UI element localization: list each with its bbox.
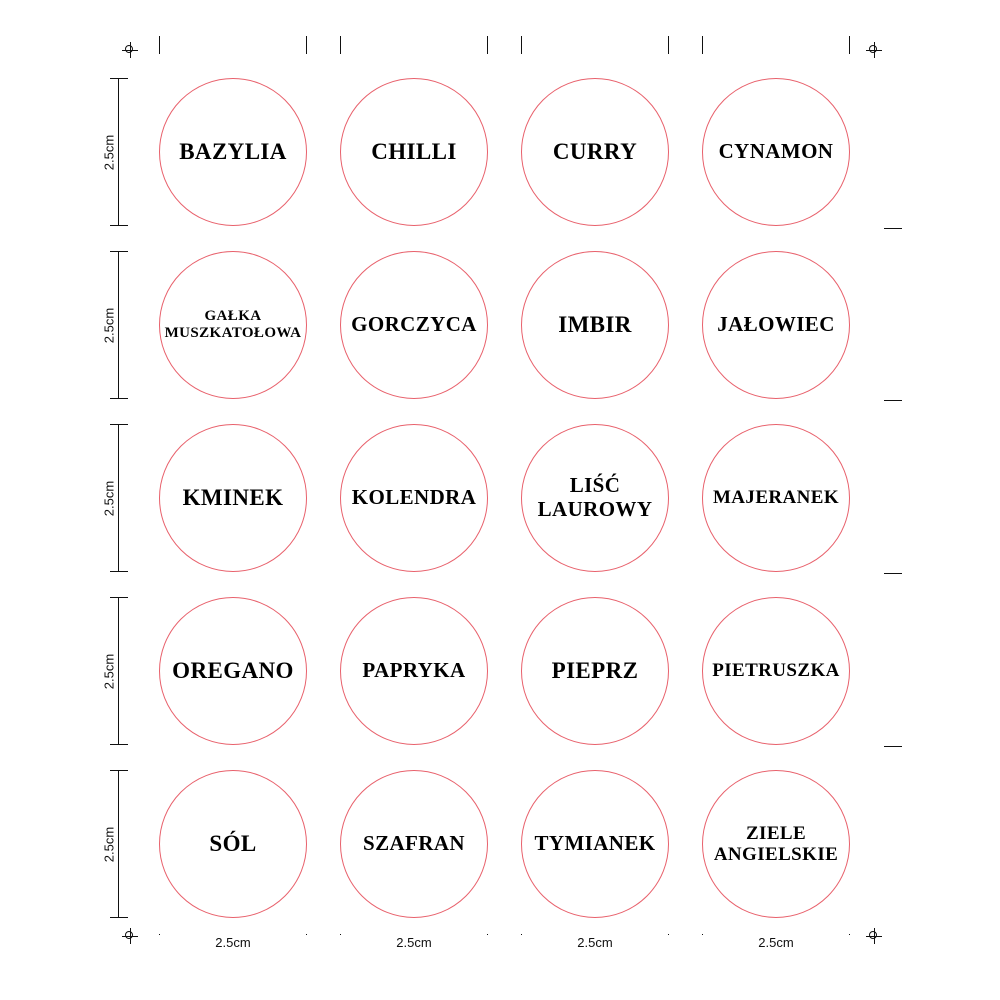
label-text: LIŚĆ LAUROWY — [537, 473, 653, 521]
label-text: MAJERANEK — [712, 487, 840, 509]
label-text: CURRY — [552, 139, 638, 165]
label-sticker[interactable] — [521, 251, 669, 399]
label-sticker[interactable] — [521, 424, 669, 572]
crop-tick-top — [340, 36, 341, 54]
crop-tick-top — [306, 36, 307, 54]
label-sticker[interactable] — [340, 424, 488, 572]
row-dimension-label-5: 2.5cm — [101, 826, 117, 863]
label-sticker[interactable] — [340, 251, 488, 399]
crop-tick-right — [884, 746, 902, 747]
label-text: KOLENDRA — [351, 485, 477, 510]
crop-tick-top — [668, 36, 669, 54]
label-sticker[interactable] — [521, 78, 669, 226]
label-text: GAŁKA MUSZKATOŁOWA — [164, 308, 302, 341]
crop-tick-top — [702, 36, 703, 54]
row-dimension-label-3: 2.5cm — [101, 480, 117, 517]
label-sticker[interactable] — [159, 251, 307, 399]
label-sticker[interactable] — [702, 424, 850, 572]
crop-tick-top — [159, 36, 160, 54]
label-sticker[interactable] — [702, 78, 850, 226]
label-text: SZAFRAN — [363, 831, 465, 856]
label-text: PAPRYKA — [362, 658, 466, 683]
label-text: PIETRUSZKA — [712, 660, 840, 682]
label-sticker[interactable] — [159, 424, 307, 572]
label-text: SÓL — [209, 831, 257, 857]
label-text: CHILLI — [371, 139, 457, 165]
label-text: CYNAMON — [718, 139, 834, 164]
crop-tick-right — [884, 573, 902, 574]
label-sticker[interactable] — [702, 251, 850, 399]
label-text: ZIELE ANGIELSKIE — [713, 822, 839, 865]
label-text: GORCZYCA — [351, 312, 477, 337]
label-sticker[interactable] — [340, 770, 488, 918]
registration-mark-bottom-right — [866, 928, 882, 944]
column-dimension-label-4: 2.5cm — [702, 935, 850, 950]
registration-mark-top-right — [866, 42, 882, 58]
label-text: TYMIANEK — [534, 831, 656, 856]
label-text: IMBIR — [558, 312, 632, 338]
label-sticker[interactable] — [702, 770, 850, 918]
label-sticker[interactable] — [521, 597, 669, 745]
row-dimension-label-1: 2.5cm — [101, 134, 117, 171]
registration-mark-bottom-left — [122, 928, 138, 944]
label-sticker[interactable] — [521, 770, 669, 918]
label-text: BAZYLIA — [179, 139, 287, 165]
crop-tick-top — [521, 36, 522, 54]
crop-tick-right — [884, 400, 902, 401]
label-sticker[interactable] — [159, 770, 307, 918]
row-dimension-label-4: 2.5cm — [101, 653, 117, 690]
label-sticker[interactable] — [702, 597, 850, 745]
label-sticker[interactable] — [340, 597, 488, 745]
label-text: PIEPRZ — [551, 658, 639, 684]
crop-tick-top — [849, 36, 850, 54]
crop-tick-top — [487, 36, 488, 54]
column-dimension-label-3: 2.5cm — [521, 935, 669, 950]
label-text: JAŁOWIEC — [717, 312, 835, 337]
label-sticker[interactable] — [340, 78, 488, 226]
column-dimension-label-2: 2.5cm — [340, 935, 488, 950]
label-sticker[interactable] — [159, 597, 307, 745]
row-dimension-label-2: 2.5cm — [101, 307, 117, 344]
registration-mark-top-left — [122, 42, 138, 58]
label-text: OREGANO — [172, 658, 294, 684]
column-dimension-label-1: 2.5cm — [159, 935, 307, 950]
label-text: KMINEK — [182, 485, 284, 511]
label-sticker[interactable] — [159, 78, 307, 226]
crop-tick-right — [884, 228, 902, 229]
